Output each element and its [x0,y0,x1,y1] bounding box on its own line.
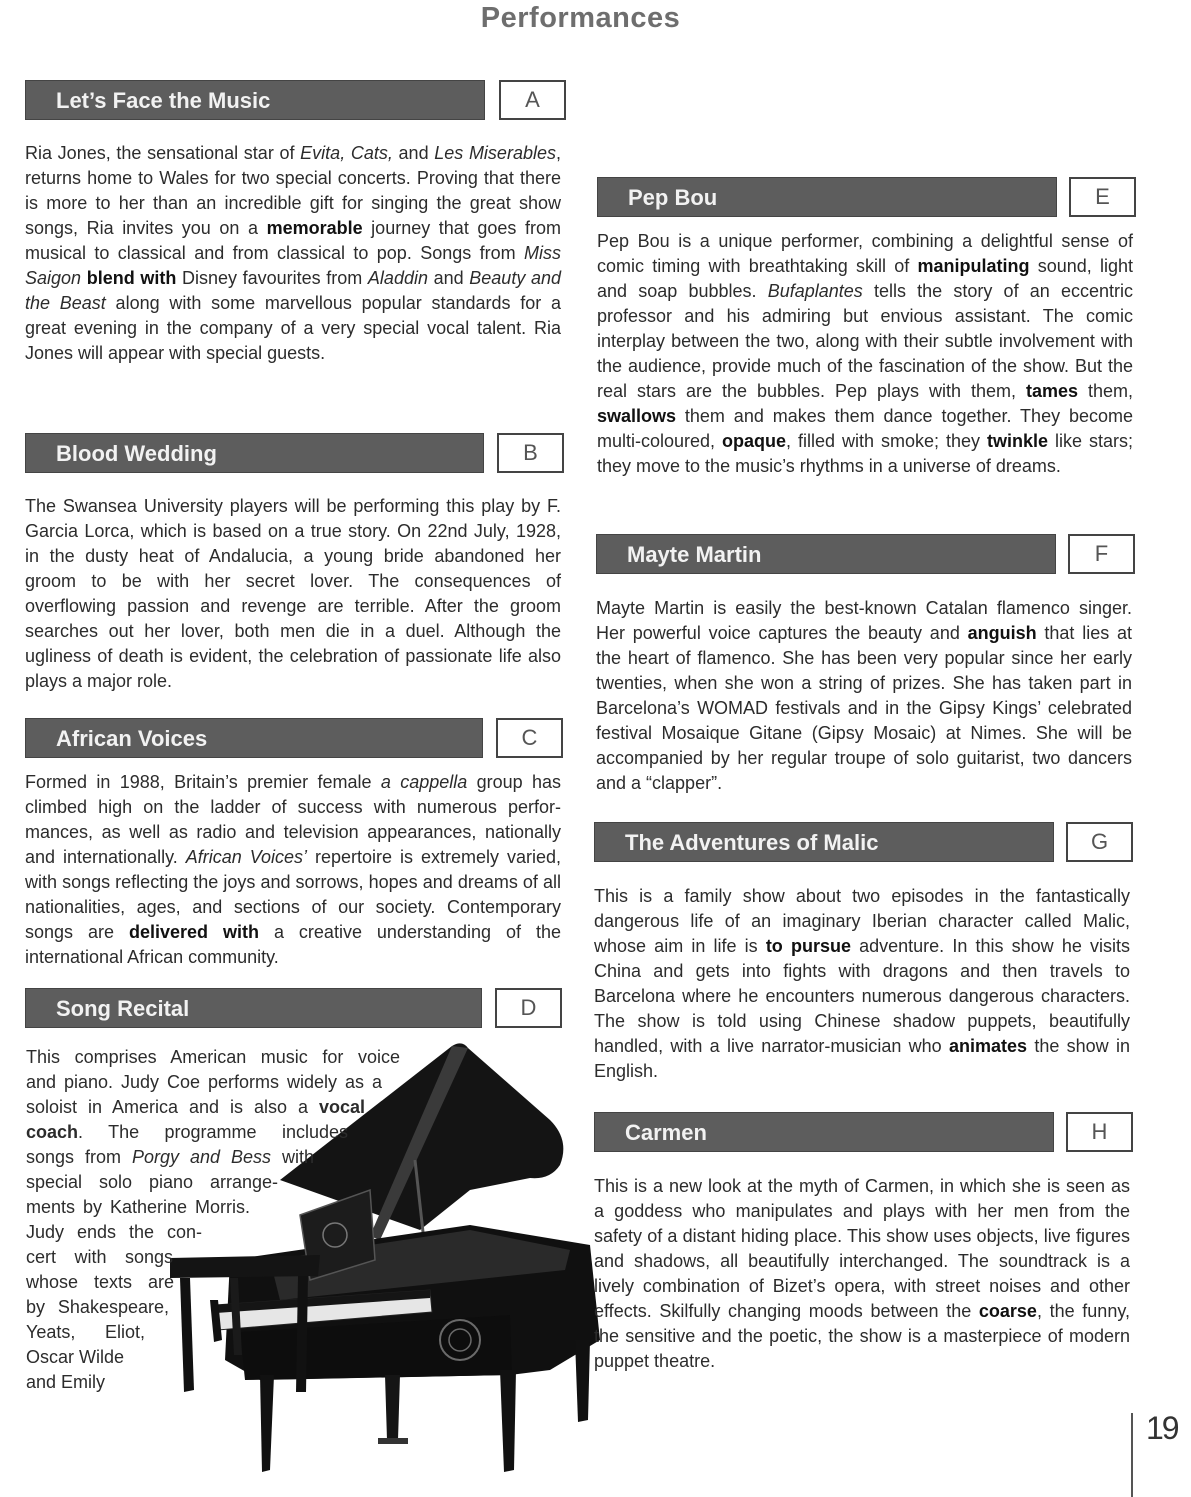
section-b-letter: B [497,433,564,473]
section-d-line: and piano. Judy Coe performs widely as a [26,1072,382,1092]
section-f-header [596,534,1056,574]
section-h-body: This is a new look at the myth of Carmen, in which she is seen as a goddess who manipulates and plays with her men from the safety of a distant hiding place. This show uses objects, live figures and shadows, all beautifully interchanged. The soundtrack is a lively combination of Bizet’s opera, with street noises and other effects. Skilfully changing moods between the coarse, the funny, the sensitive and the poetic, the show is a masterpiece of modern puppet theatre. [594,1176,1130,1371]
section-b-body: The Swansea University players will be performing this play by F. Garcia Lorca, which is based on a true story. On 22nd July, 1928, in the dusty heat of Andalucia, a young bride abandoned her groom to be with her secret lover. The consequences of overflowing passion and revenge are terrible. After the groom searches out her lover, both men die in a duel. Although the ugliness of death is evident, the celebration of passionate life also plays a major role. [25,496,561,691]
section-a-body: Ria Jones, the sensational star of Evita, Cats, and Les Miserables, returns home to Wales for two special concerts. Proving that there is more to her than an incredible gift for singing the great show songs, Ria invites you on a memorable journey that goes from musical to classical and from classical to pop. Songs from Miss Saigon blend with Disney favourites from Aladdin and Beauty and the Beast along with some marvellous popular standards for a great evening in the company of a very special vocal talent. Ria Jones will appear with special guests. [25,143,562,363]
section-g-body: This is a family show about two episodes in the fantastically dangerous life of an imaginary Iberian character called Malic, whose aim in life is to pursue adventure. In this show he visits China and gets into fights with dragons and then travels to Barcelona where he encounters numerous dangerous characters. The show is told using Chinese shadow puppets, beautifully handled, with a live narrator-musician who animates the show in English. [594,886,1130,1081]
section-b-title: Blood Wedding [56,441,217,466]
section-d-body [26,1045,400,1395]
section-e-title: Pep Bou [628,185,718,210]
section-d-line: cert with songs [26,1247,173,1267]
section-c-title: African Voices [56,726,208,751]
section-d-line: This comprises American music for voice [26,1047,400,1067]
page-number: 19 [1146,1410,1178,1446]
section-f-body: Mayte Martin is easily the best-known Catalan flamenco singer. Her powerful voice captures the beauty and anguish that lies at the heart of flamenco. She has been very popular since her early twenties, when she won a string of prizes. She has taken part in Barcelona’s WOMAD festivals and in the Gipsy Kings’ celebrated festival Mosaique Gitane (Gipsy Mosaic) at Nimes. She will be accompanied by her regular troupe of solo guitarist, two dancers and a “clapper”. [596,598,1132,793]
section-d-title: Song Recital [56,996,190,1021]
section-a-letter: A [499,80,566,120]
section-d-header [25,988,482,1028]
page-title: Performances [480,2,681,34]
section-e-body: Pep Bou is a unique performer, combining a delightful sense of comic timing with breathtaking skill of manipulating sound, light and soap bubbles. Bufaplantes tells the story of an eccentric professor and his admiring but envious assistant. The comic interplay between the two, along with their subtle involvement with the audience, provide much of the fascination of the show. But the real stars are the bubbles. Pep plays with them, tames them, swallows them and makes them dance together. They become multi-coloured, opaque, filled with smoke; they twinkle like stars; they move to the music’s rhythms in a universe of dreams. [597,231,1134,476]
section-d-line: ments by Katherine Morris. [26,1197,250,1217]
section-c-body: Formed in 1988, Britain’s premier female a cappella group has climbed high on the ladder of success with numerous performances, as well as radio and television appearances, nationally and internationally. African Voices’ repertoire is extremely varied, with songs reflecting the joys and sorrows, hopes and dreams of all nationalities, ages, and sections of our society. Contemporary songs are delivered with a creative understanding of the international African community. [25,772,561,967]
section-a-title: Let’s Face the Music [56,88,271,113]
section-e-header [597,177,1057,217]
section-c-letter: C [496,718,563,758]
section-f-letter: F [1068,534,1135,574]
section-h-title: Carmen [625,1120,707,1145]
section-d-letter: D [495,988,562,1028]
section-d-line: coach. The programme includes [26,1122,348,1142]
section-c-header [25,718,483,758]
section-d-line: songs from Porgy and Bess with [26,1147,314,1167]
section-a-header [25,80,485,120]
section-g-letter: G [1066,822,1133,862]
section-g-title: The Adventures of Malic [625,830,879,855]
section-h-letter: H [1066,1112,1133,1152]
section-d-line: by Shakespeare, [26,1297,169,1317]
section-d-line: soloist in America and is also a vocal [26,1097,365,1117]
section-d-line: Oscar Wilde [26,1347,125,1367]
section-h-header [594,1112,1054,1152]
section-d-line: special solo piano arrange- [26,1172,278,1192]
section-d-line: Yeats, Eliot, [26,1322,145,1342]
page-number-rule [1131,1413,1133,1497]
section-f-title: Mayte Martin [627,542,762,567]
section-e-letter: E [1069,177,1136,217]
section-g-header [594,822,1054,862]
section-d-line: and Emily [26,1372,106,1392]
section-d-line: whose texts are [26,1272,174,1292]
section-b-header [25,433,484,473]
section-d-line: Judy ends the con- [26,1222,202,1242]
